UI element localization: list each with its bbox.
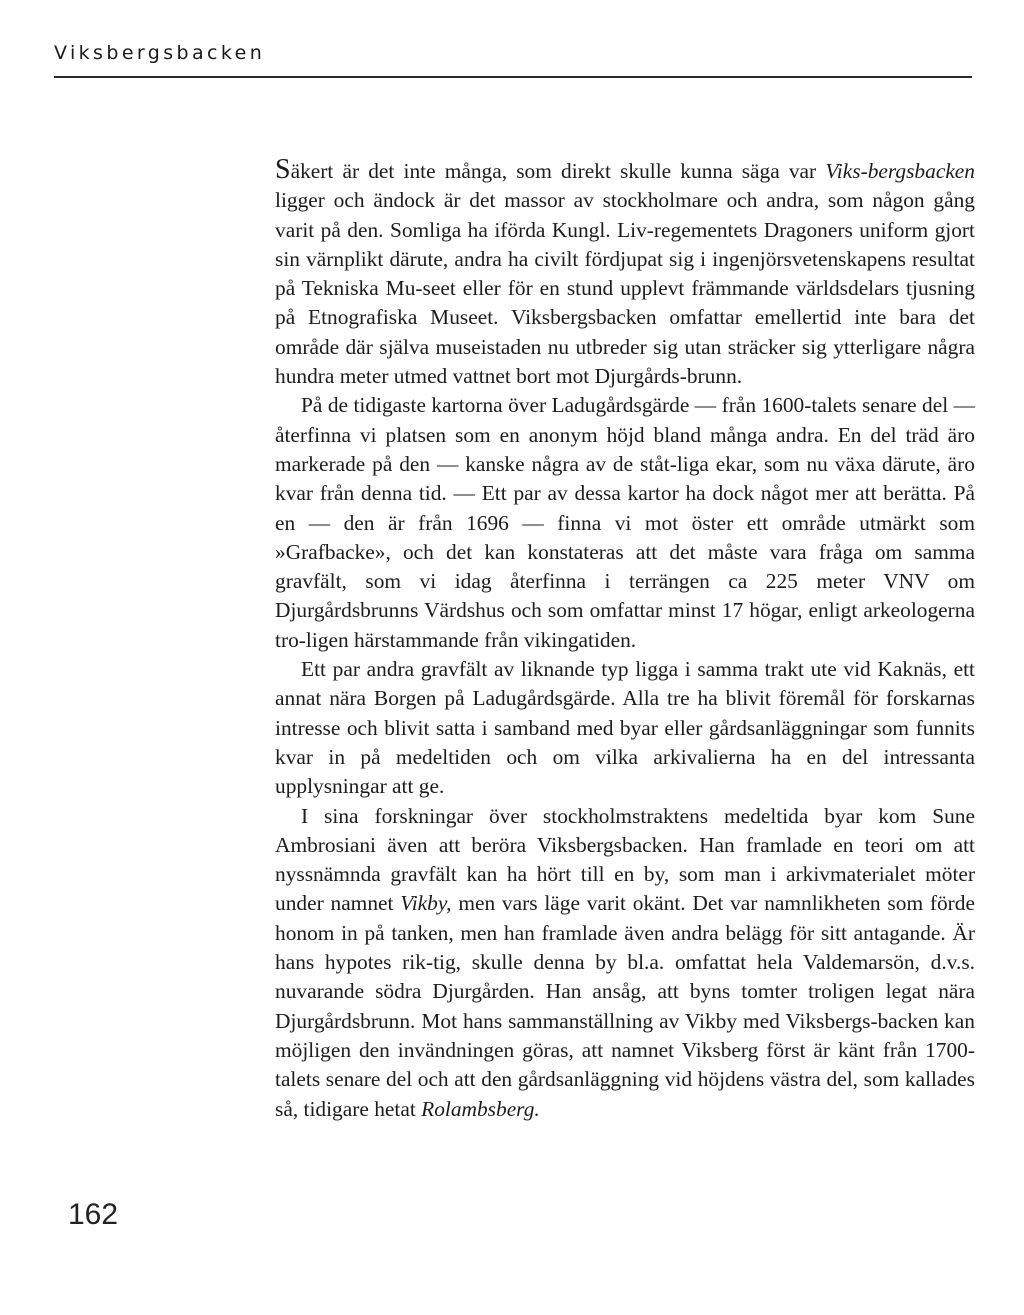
paragraph-2: [275, 391, 975, 655]
body-text: [275, 156, 975, 1124]
paragraph-text: men vars läge varit okänt. Det var namnlikheten som förde honom in på tanken, men han framlade även andra belägg för sitt antagande. Är hans hypotes rik-tig, skulle denna by bl.a. omfattat hela Valdemarsön, d.v.s. nuvarande södra Djurgården. Han ansåg, att byns tomter troligen legat nära Djurgårdsbrunn. Mot hans sammanställning av Vikby med Viksbergs-backen kan möjligen den invändningen göras, att namnet Viksberg först är känt från 1700-talets senare del och att den gårdsanläggning vid höjdens västra del, som kallades så, tidigare hetat: [275, 891, 975, 1121]
page-number: 162: [68, 1198, 119, 1231]
drop-cap: S: [275, 154, 291, 185]
paragraph-4: [275, 802, 975, 1124]
running-title: Viksbergsbacken: [54, 42, 266, 64]
paragraph-text: ligger och ändock är det massor av stockholmare och andra, som någon gång varit på den. Somliga ha iförda Kungl. Liv-regementets Dragoners uniform gjort sin värnplikt därute, andra ha civilt fördjupat sig i ingenjörsvetenskapens resultat på Tekniska Mu-seet eller för en stund upplevt främmande världsdelars tjusning på Etnografiska Museet. Viksbergsbacken omfattar emellertid inte bara det område där själva museistaden nu utbreder sig utan sträcker sig ytterligare några hundra meter utmed vattnet bort mot Djurgårds-brunn.: [275, 188, 975, 389]
paragraph-text: Ett par andra gravfält av liknande typ ligga i samma trakt ute vid Kaknäs, ett annat nära Borgen på Ladugårdsgärde. Alla tre ha blivit föremål för forskarnas intresse och blivit satta i samband med byar eller gårdsanläggningar som funnits kvar in på medeltiden och om vilka arkivalierna ha en del intressanta upplysningar att ge.: [275, 657, 975, 799]
paragraph-text: I sina forskningar över stockholmstraktens medeltida byar kom Sune Ambrosiani även att beröra Viksbergsbacken. Han framlade en teori om att nyssnämnda gravfält kan ha hört till en by, som man i arkivmaterialet möter under namnet: [275, 803, 975, 916]
header-rule: [54, 76, 972, 78]
paragraph-3: [275, 655, 975, 801]
paragraph-text: äkert är det inte många, som direkt skulle kunna säga var: [290, 159, 826, 183]
italic-term: Rolambsberg.: [421, 1096, 540, 1121]
italic-term: Viks-bergsbacken: [825, 159, 975, 183]
paragraph-text: På de tidigaste kartorna över Ladugårdsgärde — från 1600-talets senare del — återfinna vi platsen som en anonym höjd bland många andra. En del träd äro markerade på den — kanske några av de ståt-liga ekar, som nu växa därute, äro kvar från denna tid. — Ett par av dessa kartor ha dock något mer att berätta. På en — den är från 1696 — finna vi mot öster ett område utmärkt som »Grafbacke», och det kan konstateras att det måste vara fråga om samma gravfält, som vi idag återfinna i terrängen ca 225 meter VNV om Djurgårdsbrunns Värdshus och som omfattar minst 17 högar, enligt arkeologerna tro-ligen härstammande från vikingatiden.: [275, 393, 975, 652]
italic-term: Vikby,: [400, 891, 452, 916]
paragraph-1: [275, 156, 975, 391]
